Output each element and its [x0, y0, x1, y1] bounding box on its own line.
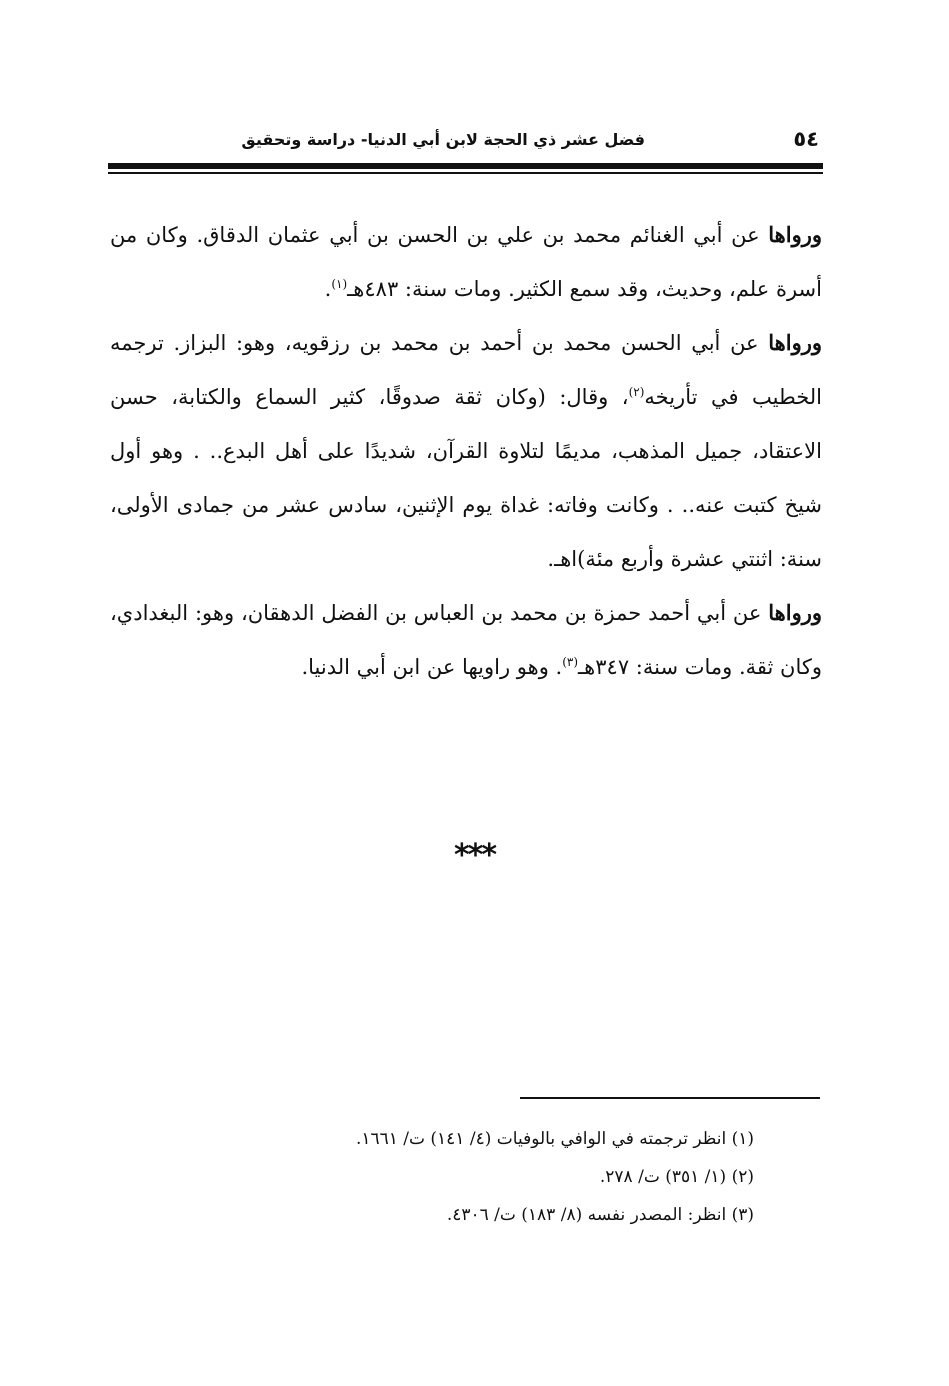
- paragraph-text: عن أبي أحمد حمزة بن محمد بن العباس بن الفضل الدهقان، وهو: البغدادي، وكان ثقة. ومات سنة: ٣٤٧هـ: [110, 601, 822, 679]
- footnote: (١) انظر ترجمته في الوافي بالوفيات (٤/ ١٤١) ت/ ١٦٦١.: [355, 1129, 754, 1149]
- paragraph-text: عن أبي الحسن محمد بن أحمد بن محمد بن رزقويه، وهو: البزاز. ترجمه الخطيب في تأريخه: [110, 331, 822, 409]
- running-header: [108, 124, 823, 160]
- header-rule-thin: [108, 172, 823, 174]
- header-rule: [108, 163, 823, 169]
- footnote-marker: (١): [331, 277, 348, 291]
- paragraph: [110, 208, 822, 316]
- paragraph-lead: ورواها: [768, 222, 822, 247]
- section-ornament: ***: [453, 838, 496, 873]
- paragraph-tail: ، وقال: (وكان ثقة صدوقًا، كثير السماع والكتابة، حسن الاعتقاد، جميل المذهب، مديمًا لتلاوة القرآن، شديدًا على أهل البدع.. . وهو أول شيخ كتبت عنه.. . وكانت وفاته: غداة يوم الإثنين، سادس عشر من جمادى الأولى، سنة: اثنتي عشرة وأربع مئة)اهـ.: [110, 385, 822, 571]
- footnote: (٣) انظر: المصدر نفسه (٨/ ١٨٣) ت/ ٤٣٠٦.: [446, 1205, 754, 1225]
- footnote: (٢) (١/ ٣٥١) ت/ ٢٧٨.: [599, 1167, 754, 1187]
- paragraph-lead: ورواها: [768, 330, 822, 355]
- body-text: [110, 208, 822, 694]
- paragraph-tail: .: [324, 277, 332, 301]
- footnote-marker: (٣): [562, 655, 579, 669]
- paragraph: [110, 316, 822, 586]
- footnotes: [200, 1120, 754, 1234]
- page-number: ٥٤: [793, 127, 819, 151]
- footnote-separator: [520, 1097, 820, 1099]
- paragraph-text: عن أبي الغنائم محمد بن علي بن الحسن بن أبي عثمان الدقاق. وكان من أسرة علم، وحديث، وقد سمع الكثير. ومات سنة: ٤٨٣هـ: [110, 223, 822, 301]
- paragraph: [110, 586, 822, 694]
- paragraph-tail: . وهو راويها عن ابن أبي الدنيا.: [301, 655, 563, 679]
- paragraph-lead: ورواها: [768, 600, 822, 625]
- header-title: فضل عشر ذي الحجة لابن أبي الدنيا- دراسة وتحقيق: [241, 130, 645, 149]
- footnote-marker: (٢): [628, 385, 645, 399]
